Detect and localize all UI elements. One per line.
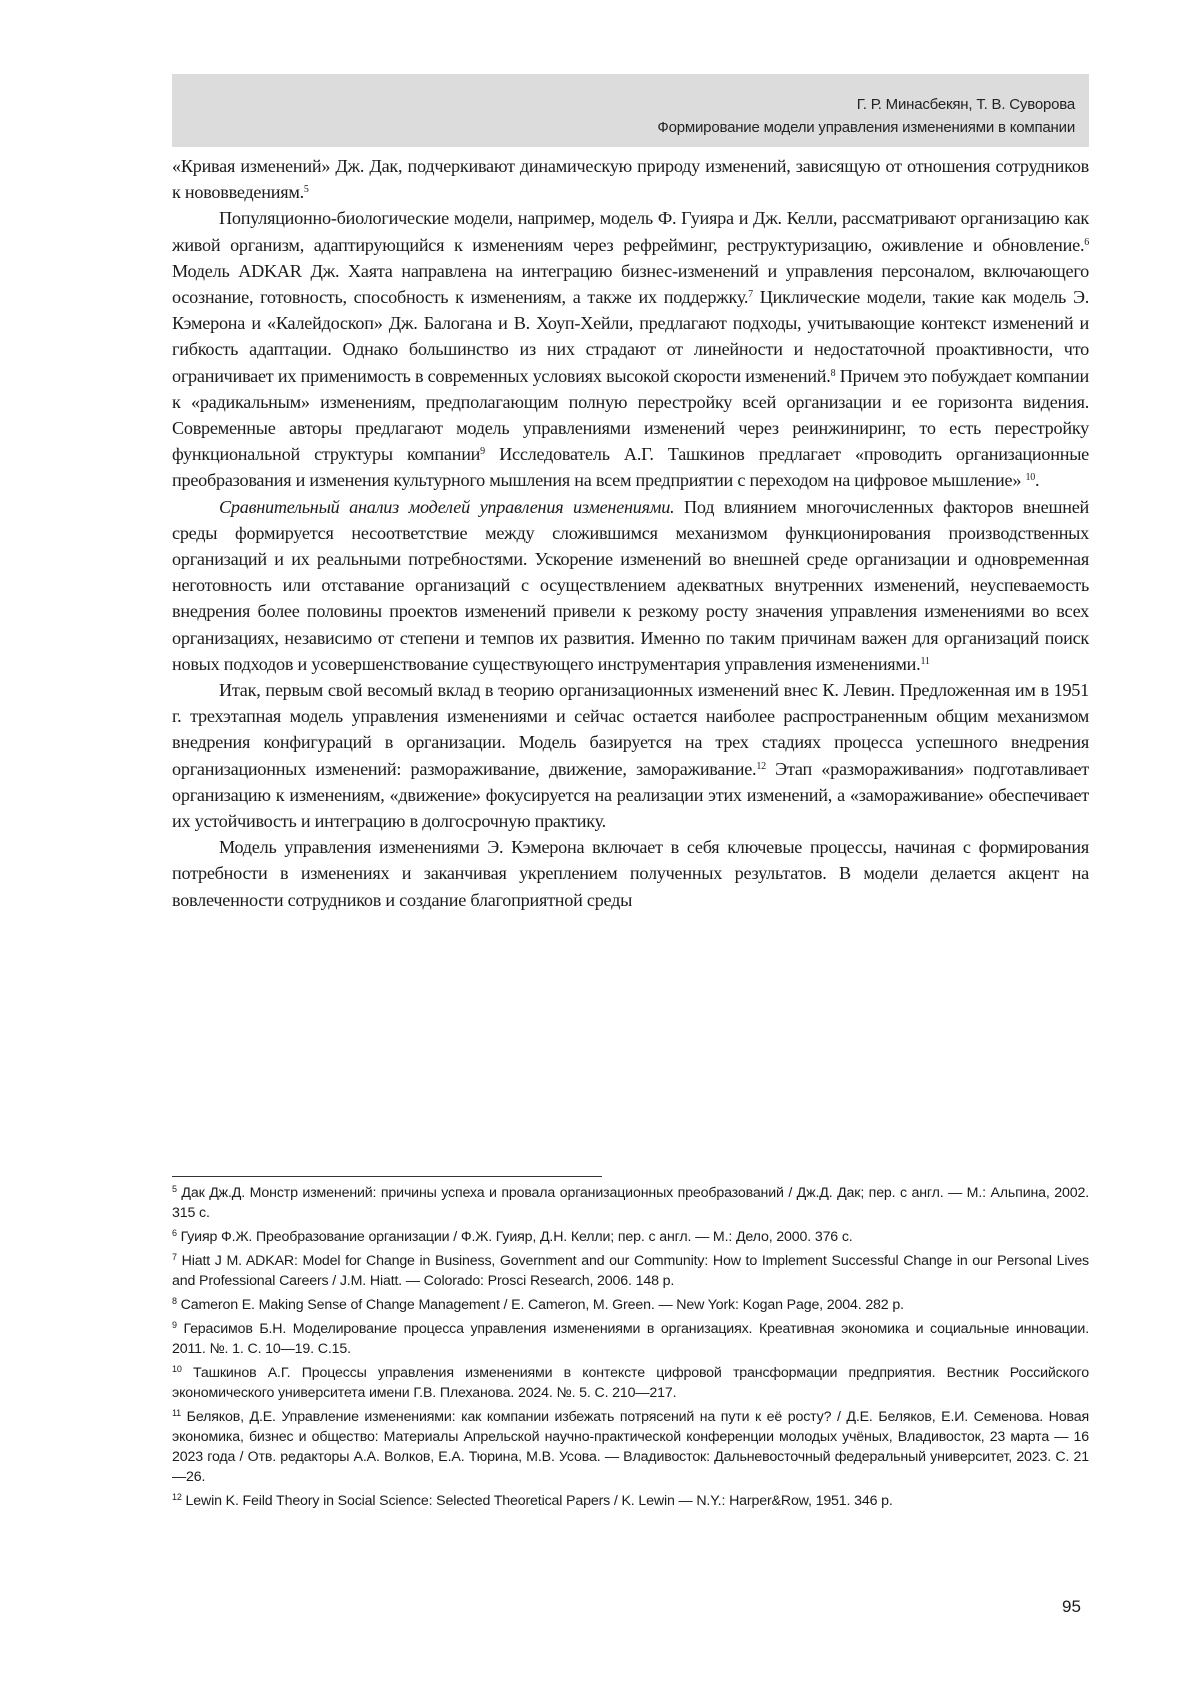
footnote-text: Беляков, Д.Е. Управление изменениями: как компании избежать потрясений на пути к её росту? / Д.Е. Беляков, Е.И. Семенова. Новая экономика, бизнес и общество: Материалы Апрельской научно-практической конференции молодых учёных, Владивосток, 23 марта — 16 2023 года / Отв. редакторы А.А. Волков, Е.А. Тюрина, М.В. Усова. — Владивосток: Дальневосточный федеральный университет, 2023. С. 21—26. [172, 1409, 1089, 1485]
footnote-ref[interactable]: 8 [831, 368, 836, 379]
paragraph-text: Этап «размораживания» подготавливает организацию к изменениям, «движение» фокусируется на реализации этих изменений, а «замораживание» обеспечивает их устойчивость и интеграцию в долгосрочную практику. [172, 759, 1089, 831]
footnote-ref[interactable]: 10 [1025, 472, 1035, 483]
running-header [172, 74, 1089, 147]
paragraph-text: «Кривая изменений» Дж. Дак, подчеркивают динамическую природу изменений, зависящую от отношения сотрудников к нововведениям. [172, 156, 1089, 202]
paragraph-text: . [1035, 470, 1039, 490]
footnote-text: Cameron E. Making Sense of Change Management / E. Cameron, M. Green. — New York: Kogan Page, 2004. 282 p. [181, 1297, 904, 1313]
footnotes [172, 1183, 1089, 1515]
paragraph [172, 205, 1089, 493]
paragraph [172, 677, 1089, 834]
footnote [172, 1491, 1089, 1511]
paragraph-text: Причем это побуждает компании к «радикальным» изменениям, предполагающим полную перестройку всей организации и ее горизонта видения. Современные авторы предлагают модель управлениями изменений через реинжиниринг, то есть перестройку функциональной структуры компании [172, 366, 1089, 465]
footnote [172, 1295, 1089, 1315]
paragraph [172, 834, 1089, 913]
paragraph-text: Циклические модели, такие как модель Э. Кэмерона и «Калейдоскоп» Дж. Балогана и В. Хоуп-Хейли, предлагают подходы, учитывающие контекст изменений и гибкость адаптации. Однако большинство из них страдают от линейности и недостаточной проактивности, что ограничивает их применимость в современных условиях высокой скорости изменений. [172, 287, 1089, 386]
footnote-ref[interactable]: 9 [480, 446, 485, 457]
footnote [172, 1251, 1089, 1291]
paragraph-text: Под влиянием многочисленных факторов внешней среды формируется несоответствие между сложившимся механизмом функционирования производственных организаций и их реальными потребностями. Ускорение изменений во внешней среде организации и одновременная неготовность или отставание организаций с осуществлением адекватных внутренних изменений, неуспеваемость внедрения более половины проектов изменений привели к резкому росту значения управления изменениями во всех организациях, независимо от степени и темпов их развития. Именно по таким причинам важен для организаций поиск новых подходов и усовершенствование существующего инструментария управления изменениями. [172, 497, 1089, 674]
paragraph-text: Модель управления изменениями Э. Кэмерона включает в себя ключевые процессы, начиная с формирования потребности в изменениях и заканчивая укреплением полученных результатов. В модели делается акцент на вовлеченности сотрудников и создание благоприятной среды [172, 837, 1089, 909]
footnote-text: Lewin K. Feild Theory in Social Science: Selected Theoretical Papers / K. Lewin — N.Y.: Harper&Row, 1951. 346 p. [186, 1493, 893, 1509]
footnote-number: 6 [172, 1228, 177, 1238]
footnote-text: Гуияр Ф.Ж. Преобразование организации / Ф.Ж. Гуияр, Д.Н. Келли; пер. с англ. — М.: Дело, 2000. 376 с. [181, 1229, 853, 1245]
footnote-number: 7 [172, 1252, 177, 1262]
footnote-number: 8 [172, 1296, 177, 1306]
article-body [172, 153, 1089, 913]
footnote-text: Дак Дж.Д. Монстр изменений: причины успеха и провала организационных преобразований / Дж.Д. Дак; пер. с англ. — М.: Альпина, 2002. 315 с. [172, 1185, 1089, 1221]
footnote-ref[interactable]: 7 [748, 289, 753, 300]
footnote [172, 1227, 1089, 1247]
footnote-number: 12 [172, 1492, 182, 1502]
footnote [172, 1407, 1089, 1487]
footnote-number: 5 [172, 1184, 177, 1194]
footnote [172, 1183, 1089, 1223]
paragraph-text: Итак, первым свой весомый вклад в теорию организационных изменений внес К. Левин. Предложенная им в 1951 г. трехэтапная модель управления изменениями и сейчас остается наиболее распространенным общим механизмом внедрения конфигураций в организации. Модель базируется на трех стадиях процесса успешного внедрения организационных изменений: размораживание, движение, замораживание. [172, 680, 1089, 779]
section-run-in-heading: Сравнительный анализ моделей управления изменениями. [219, 497, 674, 517]
footnote-divider [172, 1176, 602, 1177]
footnote-ref[interactable]: 11 [920, 656, 929, 667]
paragraph [172, 494, 1089, 677]
page-number: 95 [1062, 1597, 1081, 1617]
footnote-ref[interactable]: 12 [756, 761, 766, 772]
footnote-ref[interactable]: 5 [304, 184, 309, 195]
paragraph-text: Модель ADKAR Дж. Хаята направлена на интеграцию бизнес-изменений и управления персоналом, включающего осознание, готовность, способность к изменениям, а также их поддержку. [172, 261, 1089, 307]
header-authors: Г. Р. Минасбекян, Т. В. Суворова [857, 96, 1075, 113]
footnote-number: 11 [172, 1408, 181, 1418]
header-article-title: Формирование модели управления изменениями в компании [657, 119, 1075, 136]
footnote-number: 10 [172, 1364, 182, 1374]
footnote [172, 1319, 1089, 1359]
footnote-text: Герасимов Б.Н. Моделирование процесса управления изменениями в организациях. Креативная экономика и социальные инновации. 2011. №. 1. С. 10—19. С.15. [172, 1321, 1089, 1357]
footnote-text: Ташкинов А.Г. Процессы управления изменениями в контексте цифровой трансформации предприятия. Вестник Российского экономического университета имени Г.В. Плеханова. 2024. №. 5. С. 210—217. [172, 1365, 1089, 1401]
footnote-number: 9 [172, 1320, 177, 1330]
paragraph [172, 153, 1089, 205]
footnote-ref[interactable]: 6 [1084, 237, 1089, 248]
paragraph-text: Популяционно-биологические модели, например, модель Ф. Гуияра и Дж. Келли, рассматривают организацию как живой организм, адаптирующийся к изменениям через рефрейминг, реструктуризацию, оживление и обновление. [172, 208, 1089, 254]
paragraph-text: Исследователь А.Г. Ташкинов предлагает «проводить организационные преобразования и изменения культурного мышления на всем предприятии с переходом на цифровое мышление» [172, 444, 1089, 490]
footnote [172, 1363, 1089, 1403]
footnote-text: Hiatt J M. ADKAR: Model for Change in Business, Government and our Community: How to Implement Successful Change in our Personal Lives and Professional Careers / J.M. Hiatt. — Colorado: Prosci Research, 2006. 148 p. [172, 1253, 1089, 1289]
